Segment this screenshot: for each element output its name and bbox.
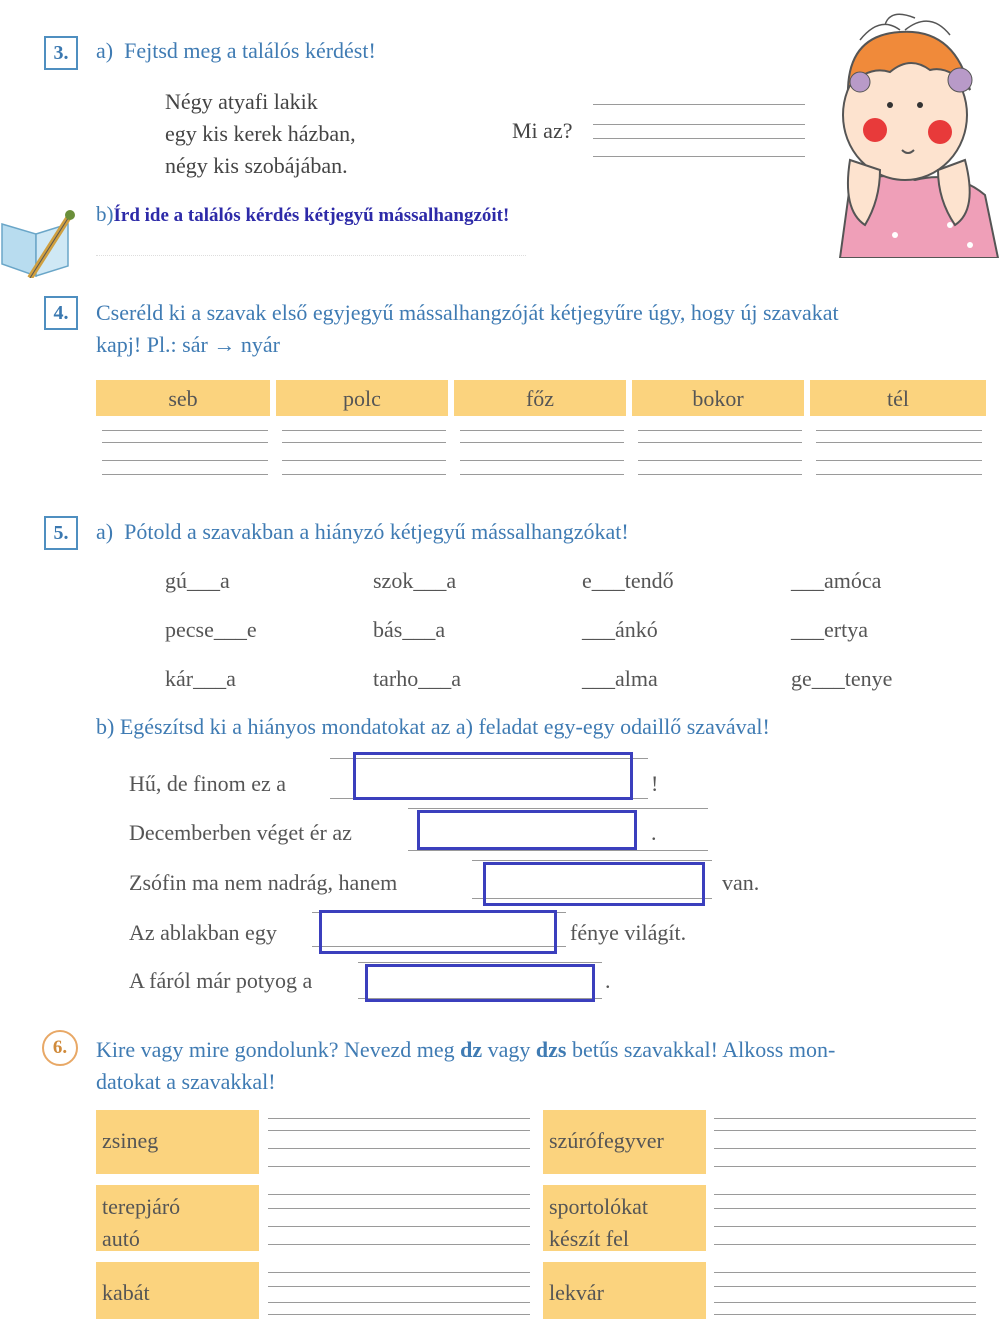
- sentence-after: fénye világít.: [570, 920, 687, 945]
- fill-word: bás___a: [373, 617, 446, 642]
- thinking-girl-illustration: [820, 10, 1000, 258]
- fill-word: ___ánkó: [582, 617, 658, 642]
- fill-word: pecse___e: [165, 617, 257, 642]
- task3-number: 3.: [44, 36, 78, 70]
- answer-box[interactable]: [365, 964, 595, 1002]
- task3-a-heading: a) Fejtsd meg a találós kérdést!: [96, 38, 376, 63]
- clue-cell: kabát: [96, 1262, 259, 1319]
- sentence-after: !: [651, 771, 659, 796]
- task3-b-heading: b)Írd ide a találós kérdés kétjegyű mássalhangzóit!: [96, 202, 510, 226]
- answer-box[interactable]: [319, 910, 557, 954]
- arrow-icon: →: [213, 332, 236, 357]
- fill-word: ___alma: [582, 666, 658, 691]
- sentence-before: A fáról már potyog a: [129, 968, 313, 993]
- sentence-before: Decemberben véget ér az: [129, 820, 352, 845]
- answer-line: [593, 156, 805, 157]
- sentence-before: Az ablakban egy: [129, 920, 277, 945]
- task6-heading: Kire vagy mire gondolunk? Nevezd meg dz vagy dzs betűs szavakkal! Alkoss mon- datokat a szavakkal!: [96, 1037, 836, 1094]
- task4-number: 4.: [44, 296, 78, 330]
- word-header: polc: [276, 380, 448, 416]
- word-header: bokor: [632, 380, 804, 416]
- fill-word: ___amóca: [791, 568, 882, 593]
- answer-line: [593, 124, 805, 125]
- word-header: főz: [454, 380, 626, 416]
- notebook-pencil-icon: [0, 206, 82, 278]
- answer-line: [593, 104, 805, 105]
- answer-box[interactable]: [483, 862, 705, 906]
- answer-line: [472, 860, 712, 861]
- task5-b-heading: b) Egészítsd ki a hiányos mondatokat az a) feladat egy-egy odaillő szavával!: [96, 714, 770, 739]
- riddle-line: Négy atyafi lakik: [165, 89, 318, 114]
- clue-cell: terepjáró autó: [96, 1185, 226, 1251]
- sentence-after: .: [651, 820, 657, 845]
- task5-a-heading: a) Pótold a szavakban a hiányzó kétjegyű mássalhangzókat!: [96, 519, 629, 544]
- answer-line: [96, 255, 526, 256]
- answer-line: [408, 808, 708, 809]
- fill-word: gú___a: [165, 568, 230, 593]
- fill-word: ge___tenye: [791, 666, 893, 691]
- sentence-before: Zsófin ma nem nadrág, hanem: [129, 870, 398, 895]
- riddle-line: egy kis kerek házban,: [165, 121, 356, 146]
- task4-heading: Cseréld ki a szavak első egyjegyű mássalhangzóját kétjegyűre úgy, hogy új szavakat kapj! Pl.: sár → nyár: [96, 300, 839, 357]
- task6-number: 6.: [42, 1030, 78, 1066]
- fill-word: kár___a: [165, 666, 236, 691]
- clue-cell: sportolókat készít fel: [543, 1185, 706, 1251]
- answer-line: [358, 962, 602, 963]
- clue-cell: szúrófegyver: [543, 1110, 706, 1174]
- answer-line: [408, 850, 708, 851]
- clue-cell: zsineg: [96, 1110, 259, 1174]
- word-header: seb: [96, 380, 270, 416]
- task5-number: 5.: [44, 516, 78, 550]
- task3-question: Mi az?: [512, 118, 573, 143]
- riddle-line: négy kis szobájában.: [165, 153, 348, 178]
- clue-cell-bg: [226, 1185, 259, 1251]
- sentence-before: Hű, de finom ez a: [129, 771, 286, 796]
- fill-word: e___tendő: [582, 568, 674, 593]
- answer-line: [593, 138, 805, 139]
- fill-word: szok___a: [373, 568, 457, 593]
- sentence-after: .: [605, 968, 611, 993]
- sentence-after: van.: [722, 870, 760, 895]
- fill-word: tarho___a: [373, 666, 461, 691]
- fill-word: ___ertya: [791, 617, 868, 642]
- answer-box[interactable]: [417, 810, 637, 850]
- task3-riddle: [165, 86, 356, 182]
- word-header: tél: [810, 380, 986, 416]
- answer-box[interactable]: [353, 752, 633, 800]
- clue-cell: lekvár: [543, 1262, 706, 1319]
